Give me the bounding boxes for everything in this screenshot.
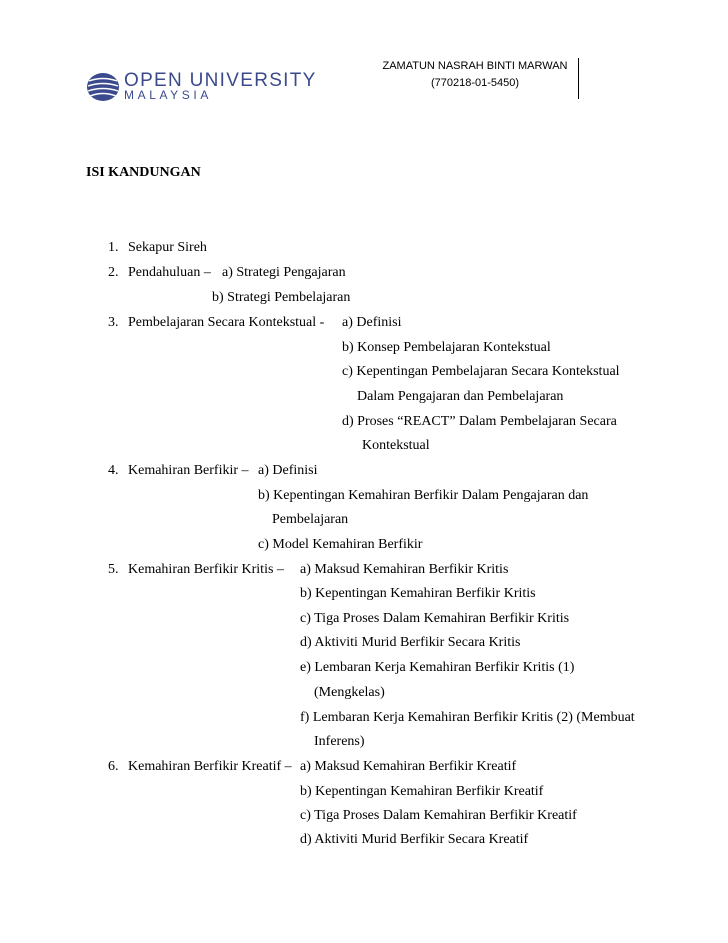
author-id: (770218-01-5450)	[430, 77, 520, 89]
toc-item-number: 6.	[108, 759, 119, 774]
toc-item-number: 5.	[108, 562, 119, 577]
toc-item-number: 2.	[108, 265, 119, 280]
toc-subitem: b) Strategi Pembelajaran	[212, 290, 351, 305]
university-logo	[86, 70, 326, 104]
toc-subitem-continuation: Pembelajaran	[272, 512, 349, 527]
toc-subitem: b) Kepentingan Kemahiran Berfikir Kreatif	[300, 784, 544, 799]
toc-item-number: 1.	[108, 240, 119, 255]
toc-subitem: a) Maksud Kemahiran Berfikir Kritis	[300, 562, 509, 577]
page-title: ISI KANDUNGAN	[86, 165, 201, 180]
toc-subitem: a) Strategi Pengajaran	[222, 265, 346, 280]
toc-subitem: b) Kepentingan Kemahiran Berfikir Kritis	[300, 586, 536, 601]
toc-subitem: c) Tiga Proses Dalam Kemahiran Berfikir Kritis	[300, 611, 570, 626]
toc-item-title: Pendahuluan –	[128, 265, 211, 280]
toc-item-title: Sekapur Sireh	[128, 240, 207, 255]
toc-item-number: 3.	[108, 315, 119, 330]
toc-item-title: Pembelajaran Secara Kontekstual -	[128, 315, 325, 330]
toc-subitem: a) Definisi	[258, 463, 318, 478]
header-divider	[578, 58, 579, 99]
globe-icon	[86, 72, 120, 102]
logo-text-line2: MALAYSIA	[124, 88, 212, 102]
toc-item-number: 4.	[108, 463, 119, 478]
toc-subitem: e) Lembaran Kerja Kemahiran Berfikir Kritis (1)	[300, 660, 575, 675]
toc-subitem: c) Kepentingan Pembelajaran Secara Kontekstual	[342, 364, 620, 379]
toc-item-title: Kemahiran Berfikir Kreatif –	[128, 759, 292, 774]
toc-item-title: Kemahiran Berfikir Kritis –	[128, 562, 284, 577]
toc-subitem: c) Tiga Proses Dalam Kemahiran Berfikir Kreatif	[300, 808, 577, 823]
toc-subitem-continuation: Kontekstual	[362, 438, 430, 453]
toc-subitem: a) Maksud Kemahiran Berfikir Kreatif	[300, 759, 517, 774]
toc-subitem: c) Model Kemahiran Berfikir	[258, 537, 423, 552]
toc-subitem-continuation: (Mengkelas)	[314, 685, 385, 700]
toc-subitem: a) Definisi	[342, 315, 402, 330]
logo-text-line1: OPEN UNIVERSITY	[124, 70, 317, 91]
toc-subitem: d) Aktiviti Murid Berfikir Secara Kreatif	[300, 832, 529, 847]
toc-subitem: d) Aktiviti Murid Berfikir Secara Kritis	[300, 635, 521, 650]
toc-subitem: d) Proses “REACT” Dalam Pembelajaran Secara	[342, 414, 617, 429]
toc-subitem-continuation: Inferens)	[314, 734, 365, 749]
toc-subitem-continuation: Dalam Pengajaran dan Pembelajaran	[357, 389, 564, 404]
toc-subitem: b) Kepentingan Kemahiran Berfikir Dalam Pengajaran dan	[258, 488, 589, 503]
toc-subitem: f) Lembaran Kerja Kemahiran Berfikir Kritis (2) (Membuat	[300, 710, 635, 725]
author-name: ZAMATUN NASRAH BINTI MARWAN	[382, 60, 568, 72]
toc-subitem: b) Konsep Pembelajaran Kontekstual	[342, 340, 551, 355]
toc-item-title: Kemahiran Berfikir –	[128, 463, 249, 478]
